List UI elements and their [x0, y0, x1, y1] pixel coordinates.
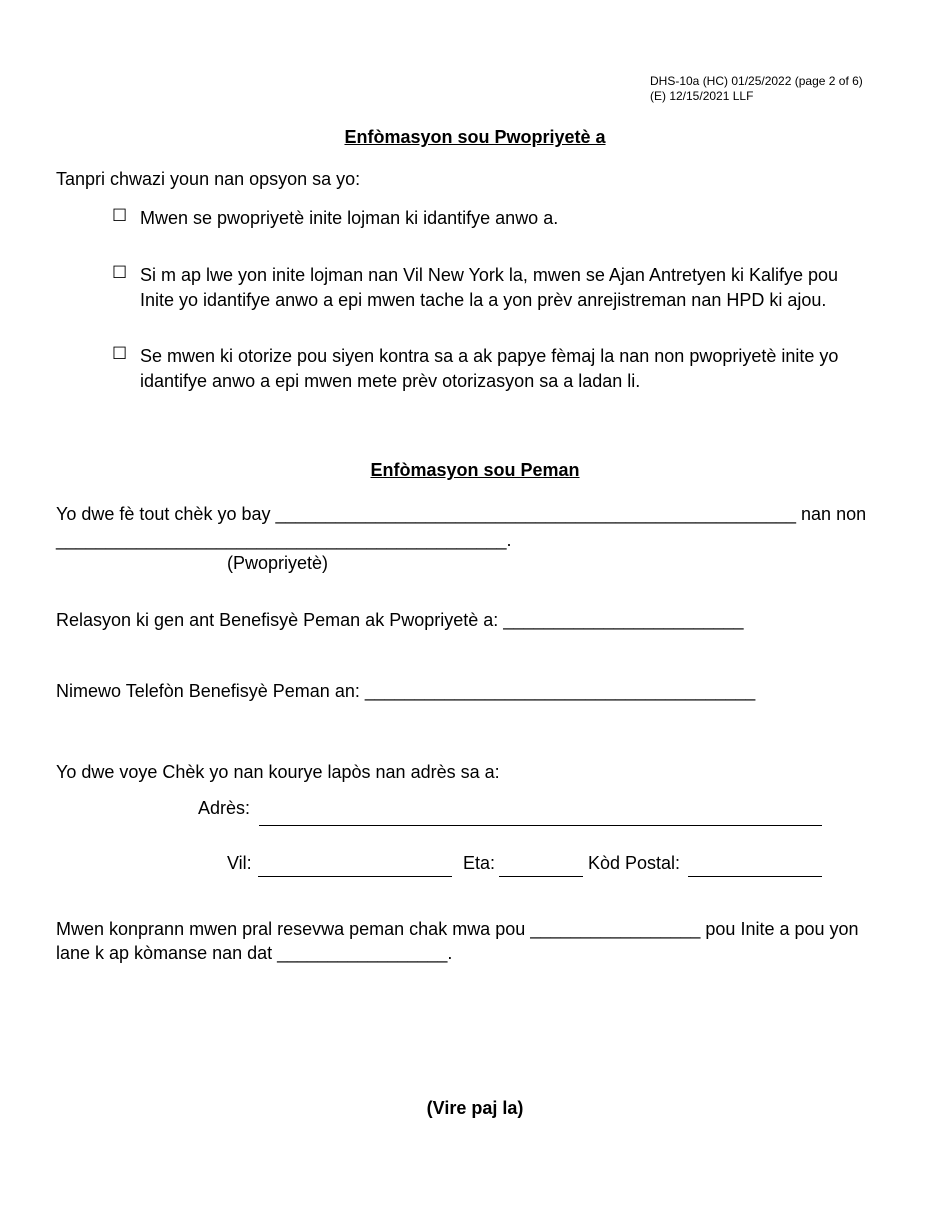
- owner-section-title: Enfòmasyon sou Pwopriyetè a: [344, 127, 606, 147]
- state-label: Eta:: [463, 853, 496, 873]
- option-2-text-line-2: Inite yo idantifye anwo a epi mwen tache la a yon prèv anrejistreman nan HPD ki ajou.: [140, 290, 827, 310]
- payee-line-1[interactable]: Yo dwe fè tout chèk yo bay ____________________________________________________ nan non: [56, 504, 867, 524]
- understand-line-2[interactable]: lane k ap kòmanse nan dat _________________.: [56, 943, 453, 963]
- option-1-checkbox[interactable]: ☐: [112, 206, 128, 225]
- form-revision: (E) 12/15/2021 LLF: [650, 89, 754, 103]
- city-field-line[interactable]: [258, 876, 452, 877]
- form-id: DHS-10a (HC) 01/25/2022 (page 2 of 6): [650, 74, 863, 88]
- phone-field[interactable]: Nimewo Telefòn Benefisyè Peman an: _______________________________________: [56, 681, 756, 701]
- option-1-text: Mwen se pwopriyetè inite lojman ki idantifye anwo a.: [140, 208, 559, 228]
- payment-section-title: Enfòmasyon sou Peman: [370, 460, 580, 480]
- payee-line-2[interactable]: _____________________________________________.: [56, 530, 512, 550]
- state-field-line[interactable]: [499, 876, 583, 877]
- zip-label: Kòd Postal:: [588, 853, 681, 873]
- option-2-text-line-1: Si m ap lwe yon inite lojman nan Vil New York la, mwen se Ajan Antretyen ki Kalifye pou: [140, 265, 839, 285]
- option-3-checkbox[interactable]: ☐: [112, 344, 128, 363]
- owner-instruction: Tanpri chwazi youn nan opsyon sa yo:: [56, 169, 361, 189]
- turn-page-note: (Vire paj la): [426, 1098, 524, 1118]
- city-label: Vil:: [227, 853, 252, 873]
- option-3-text-line-2: idantifye anwo a epi mwen mete prèv otorizasyon sa a ladan li.: [140, 371, 641, 391]
- understand-line-1[interactable]: Mwen konprann mwen pral resevwa peman chak mwa pou _________________ pou Inite a pou yon: [56, 919, 859, 939]
- option-3-text-line-1: Se mwen ki otorize pou siyen kontra sa a ak papye fèmaj la nan non pwopriyetè inite yo: [140, 346, 839, 366]
- address-label: Adrès:: [198, 798, 251, 818]
- relationship-field[interactable]: Relasyon ki gen ant Benefisyè Peman ak Pwopriyetè a: ________________________: [56, 610, 744, 630]
- address-field-line[interactable]: [259, 825, 822, 826]
- mail-instruction: Yo dwe voye Chèk yo nan kourye lapòs nan adrès sa a:: [56, 762, 500, 782]
- option-2-checkbox[interactable]: ☐: [112, 263, 128, 282]
- zip-field-line[interactable]: [688, 876, 822, 877]
- payee-caption: (Pwopriyetè): [227, 553, 329, 573]
